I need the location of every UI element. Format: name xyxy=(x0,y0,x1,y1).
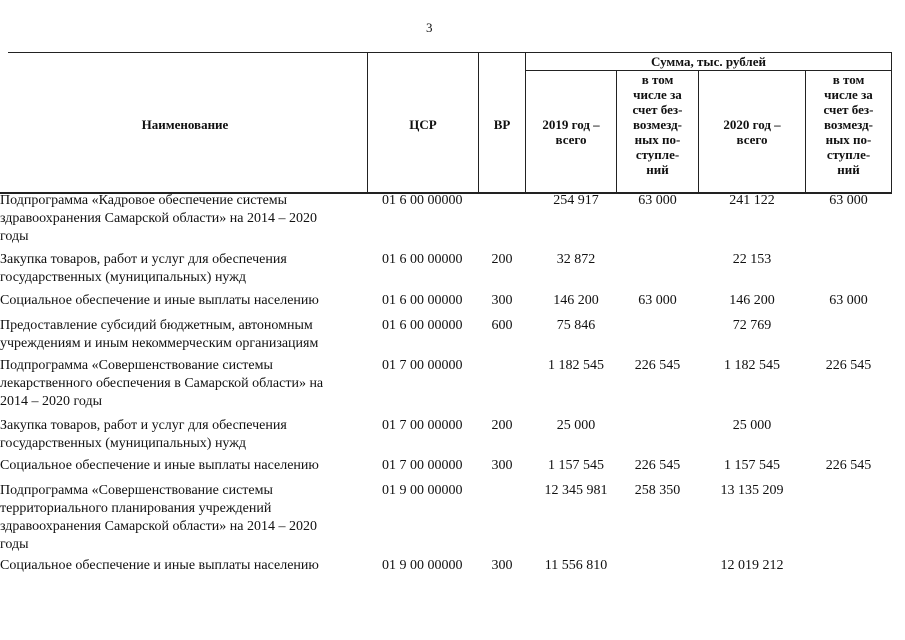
header-csr: ЦСР xyxy=(409,117,437,132)
table-cell-2020-incl: 63 000 xyxy=(829,193,868,208)
table-top-border xyxy=(8,52,892,53)
table-row-name: Социальное обеспечение и иные выплаты населению xyxy=(0,293,319,308)
table-cell-2020-incl: 226 545 xyxy=(825,458,872,473)
table-cell-vr: 300 xyxy=(491,558,513,573)
table-cell-2019-incl: 258 350 xyxy=(634,483,681,498)
table-cell-csr: 01 6 00 00000 xyxy=(382,193,463,208)
table-cell-2019-total: 75 846 xyxy=(556,318,596,333)
column-divider xyxy=(891,52,892,193)
table-row-name: Предоставление субсидий бюджетным, автономным учреждениям и иным некоммерческим организациям xyxy=(0,318,319,351)
table-cell-2020-total: 1 182 545 xyxy=(724,358,780,373)
table-cell-2020-total: 12 019 212 xyxy=(720,558,784,573)
header-2020-incl: в том числе за счет без- возмезд- ных по- ступле- ний xyxy=(823,72,874,177)
table-cell-2019-incl: 63 000 xyxy=(638,193,677,208)
table-row-name: Подпрограмма «Совершенствование системы лекарственного обеспечения в Самарской области» на 2014 – 2020 годы xyxy=(0,358,324,409)
table-row-name: Социальное обеспечение и иные выплаты населению xyxy=(0,558,319,573)
table-cell-csr: 01 9 00 00000 xyxy=(382,483,463,498)
table-cell-csr: 01 6 00 00000 xyxy=(382,252,463,267)
header-vr: ВР xyxy=(493,117,511,132)
table-cell-2019-incl: 226 545 xyxy=(634,358,681,373)
table-cell-2019-total: 146 200 xyxy=(553,293,599,308)
table-cell-2020-total: 1 157 545 xyxy=(724,458,780,473)
table-cell-vr: 600 xyxy=(491,318,513,333)
table-cell-2020-total: 13 135 209 xyxy=(720,483,784,498)
table-cell-2020-total: 146 200 xyxy=(729,293,775,308)
header-2019-incl: в том числе за счет без- возмезд- ных по- ступле- ний xyxy=(632,72,683,177)
table-cell-vr: 300 xyxy=(491,293,513,308)
table-cell-csr: 01 9 00 00000 xyxy=(382,558,463,573)
table-row-name: Закупка товаров, работ и услуг для обеспечения государственных (муниципальных) нужд xyxy=(0,418,287,451)
header-2020-total: 2020 год – всего xyxy=(723,117,781,147)
table-cell-csr: 01 7 00 00000 xyxy=(382,458,463,473)
header-sum-group: Сумма, тыс. рублей xyxy=(651,54,766,69)
header-name: Наименование xyxy=(141,117,229,132)
table-cell-2019-total: 11 556 810 xyxy=(544,558,608,573)
table-cell-2019-incl: 63 000 xyxy=(638,293,677,308)
table-row-name: Закупка товаров, работ и услуг для обеспечения государственных (муниципальных) нужд xyxy=(0,252,287,285)
table-cell-vr: 300 xyxy=(491,458,513,473)
table-cell-2020-total: 72 769 xyxy=(732,318,772,333)
table-cell-csr: 01 6 00 00000 xyxy=(382,293,463,308)
table-cell-csr: 01 7 00 00000 xyxy=(382,358,463,373)
sum-group-underline xyxy=(525,70,892,71)
table-cell-2020-total: 22 153 xyxy=(732,252,772,267)
table-row-name: Подпрограмма «Кадровое обеспечение системы здравоохранения Самарской области» на 2014 – 2020 годы xyxy=(0,193,317,244)
table-cell-vr: 200 xyxy=(491,252,513,267)
table-cell-csr: 01 7 00 00000 xyxy=(382,418,463,433)
header-2019-total: 2019 год – всего xyxy=(542,117,600,147)
table-cell-csr: 01 6 00 00000 xyxy=(382,318,463,333)
table-row-name: Подпрограмма «Совершенствование системы территориального планирования учреждений здравоохранения Самарской области» на 2014 – 2020 годы xyxy=(0,483,317,552)
table-cell-2019-total: 25 000 xyxy=(556,418,596,433)
table-cell-2019-total: 12 345 981 xyxy=(544,483,608,498)
page-number: 3 xyxy=(426,20,433,35)
table-cell-2019-total: 254 917 xyxy=(553,193,599,208)
table-cell-2019-total: 32 872 xyxy=(556,252,596,267)
table-cell-2020-total: 241 122 xyxy=(729,193,775,208)
table-cell-2020-incl: 63 000 xyxy=(829,293,868,308)
table-cell-2020-total: 25 000 xyxy=(732,418,772,433)
table-row-name: Социальное обеспечение и иные выплаты населению xyxy=(0,458,319,473)
table-cell-2020-incl: 226 545 xyxy=(825,358,872,373)
table-cell-2019-incl: 226 545 xyxy=(634,458,681,473)
table-cell-2019-total: 1 157 545 xyxy=(548,458,604,473)
table-cell-2019-total: 1 182 545 xyxy=(548,358,604,373)
table-cell-vr: 200 xyxy=(491,418,513,433)
